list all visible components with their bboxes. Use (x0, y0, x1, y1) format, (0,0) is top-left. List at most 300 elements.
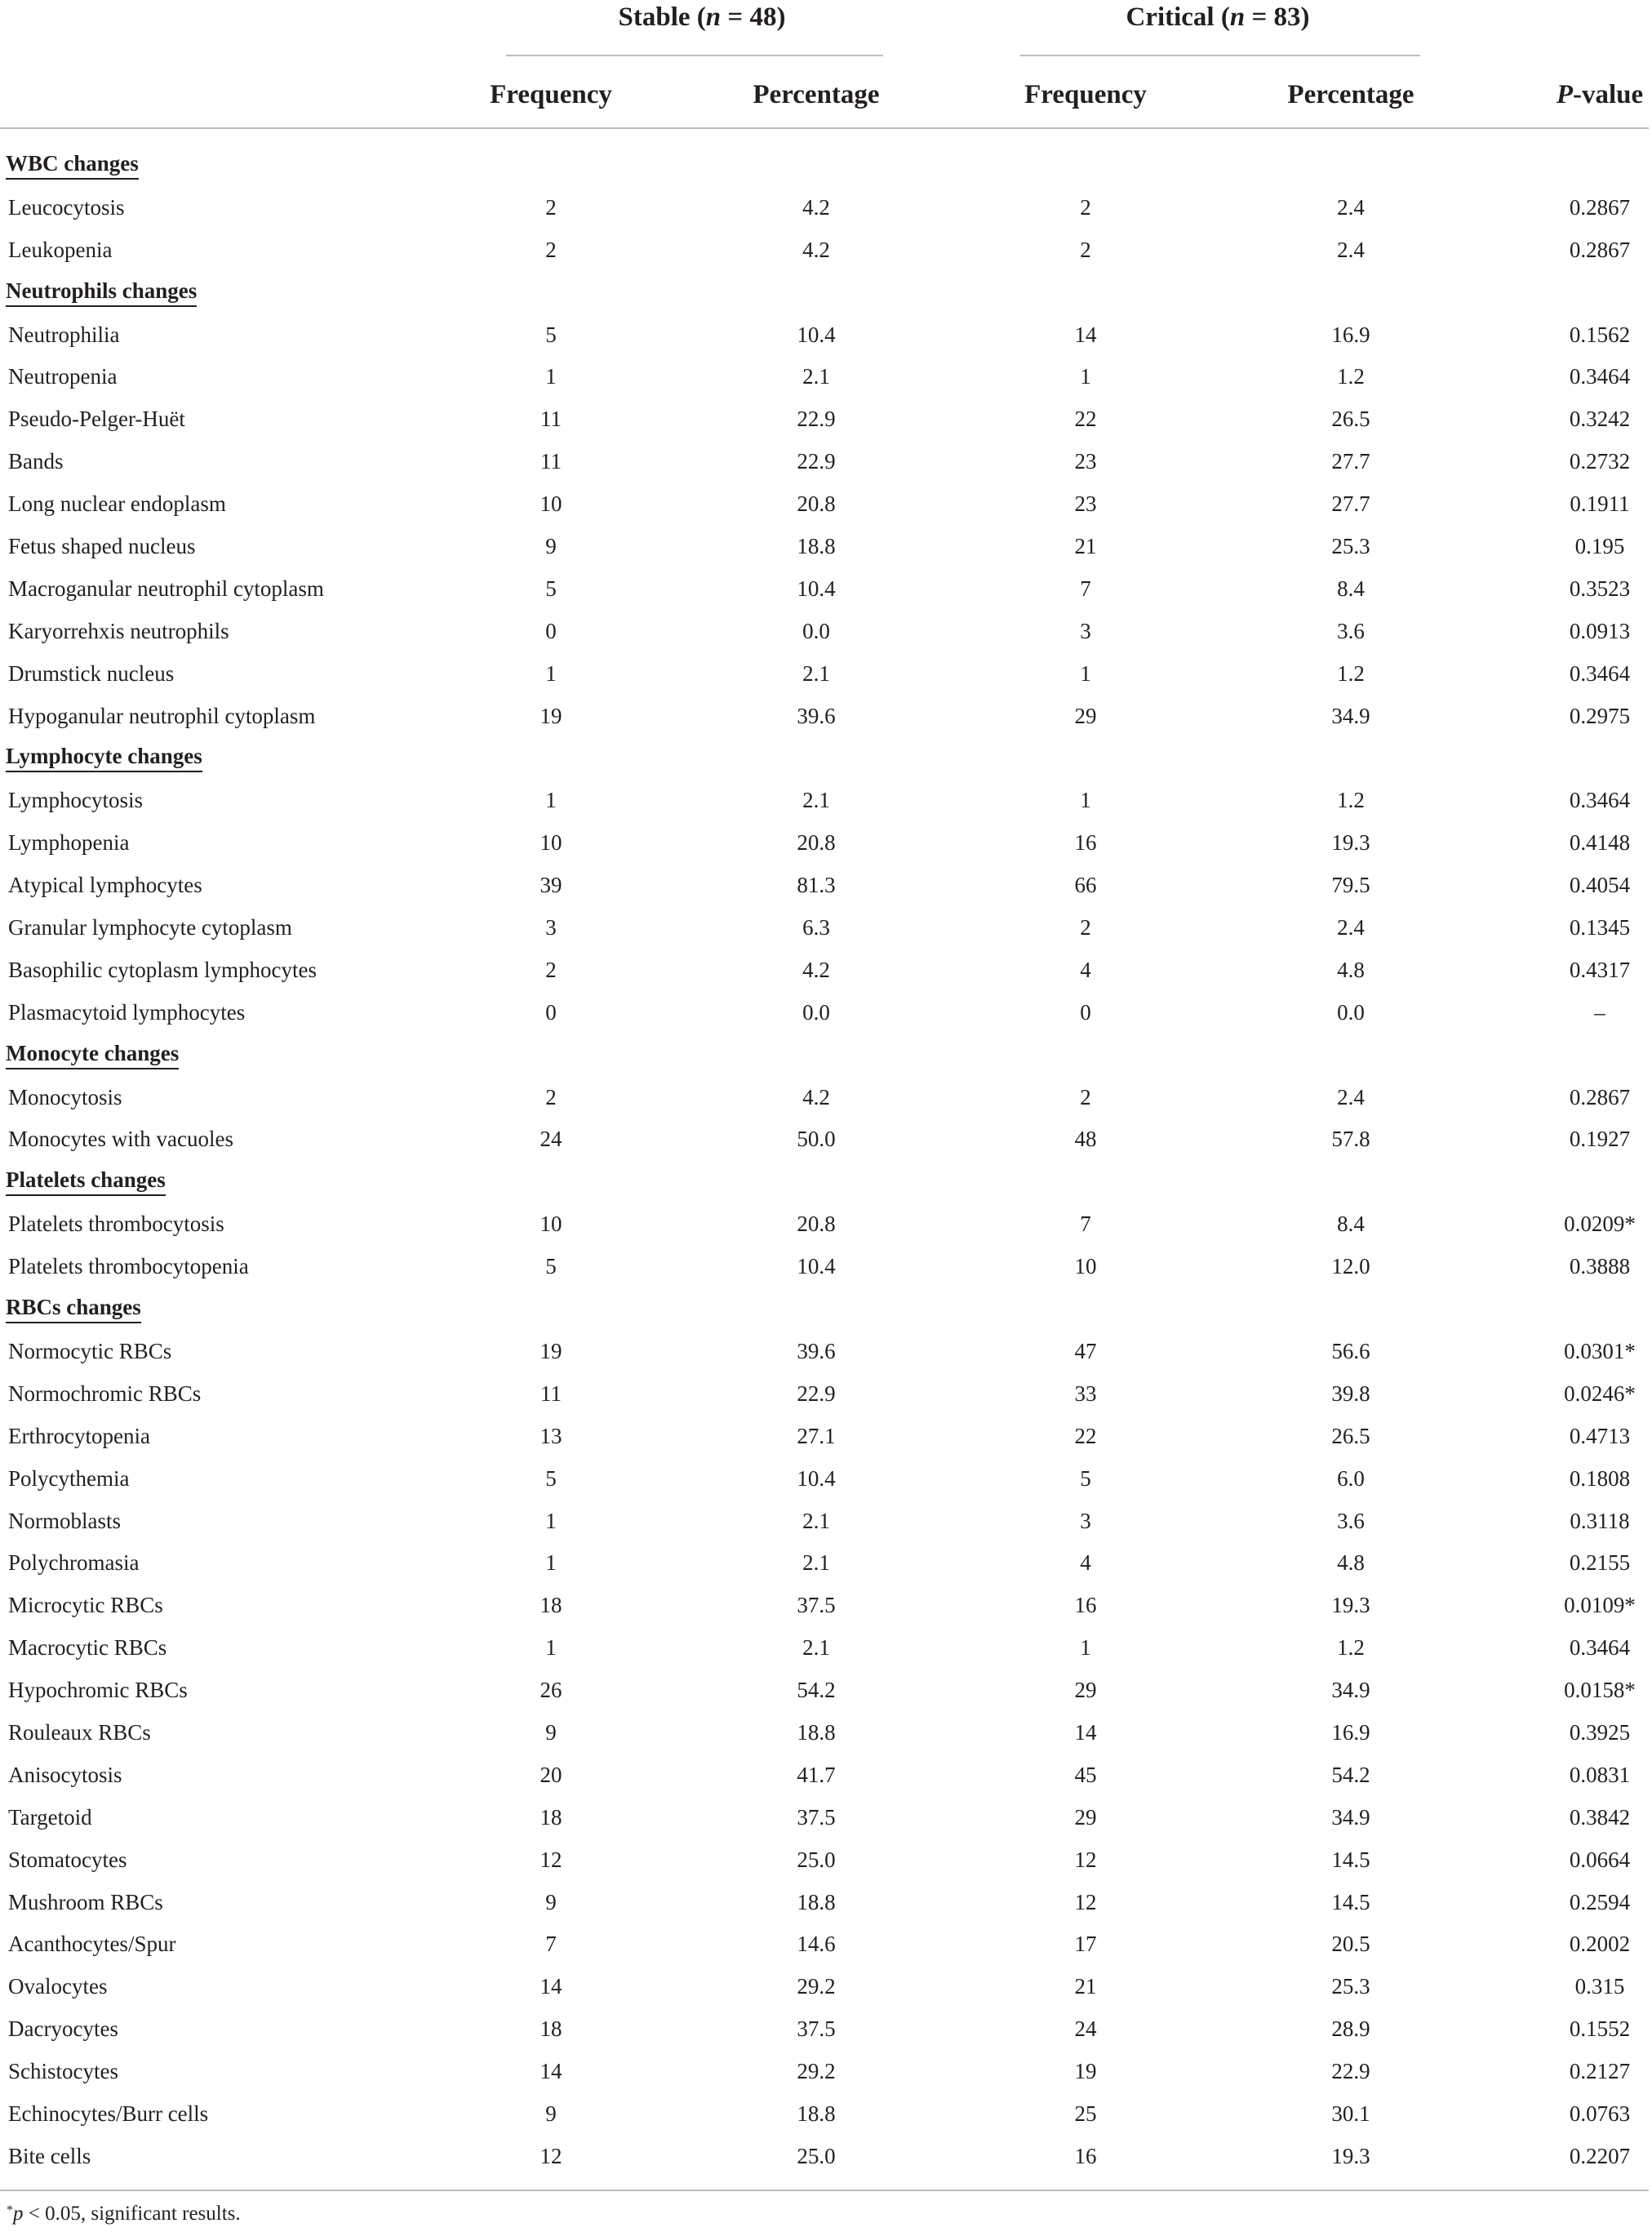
stable-percentage-cell: 20.8 (797, 830, 836, 856)
stable-percentage-cell: 4.2 (802, 1084, 830, 1109)
stable-frequency-cell: 19 (540, 1338, 562, 1363)
stable-frequency-cell: 2 (545, 957, 557, 982)
p-value-cell: – (1594, 999, 1605, 1025)
table-row (0, 1881, 1652, 1923)
p-value-cell: 0.2127 (1569, 2059, 1631, 2084)
critical-percentage-cell: 57.8 (1331, 1127, 1370, 1152)
p-value-cell: 0.2207 (1569, 2143, 1631, 2168)
stable-frequency-cell: 18 (540, 2016, 562, 2042)
critical-frequency-cell: 2 (1080, 237, 1091, 262)
p-value-cell: 0.1927 (1569, 1127, 1631, 1152)
table-row (0, 779, 1652, 821)
row-label: Lymphocytosis (8, 788, 144, 813)
stable-frequency-cell: 1 (545, 788, 557, 813)
p-value-cell: 0.0158* (1564, 1678, 1636, 1703)
critical-percentage-cell: 16.9 (1331, 322, 1370, 347)
stable-frequency-cell: 9 (545, 2101, 557, 2126)
row-label: Leukopenia (8, 237, 113, 262)
stable-percentage-cell: 2.1 (802, 364, 830, 389)
table-row (0, 949, 1652, 991)
stable-frequency-cell: 39 (540, 873, 562, 898)
row-label: Basophilic cytoplasm lymphocytes (8, 957, 317, 982)
critical-percentage-cell: 0.0 (1337, 999, 1365, 1025)
critical-frequency-cell: 4 (1080, 1550, 1091, 1576)
stable-frequency-cell: 9 (545, 534, 557, 559)
table-row (0, 610, 1652, 652)
p-value-cell: 0.1911 (1570, 491, 1630, 517)
critical-percentage-cell: 14.5 (1331, 1889, 1370, 1914)
critical-percentage-cell: 26.5 (1331, 1423, 1370, 1448)
stable-frequency-cell: 20 (540, 1762, 562, 1787)
critical-percentage-cell: 4.8 (1337, 957, 1365, 982)
stable-frequency-cell: 1 (545, 1635, 557, 1661)
critical-percentage-cell: 2.4 (1337, 194, 1365, 220)
critical-percentage-cell: 12.0 (1331, 1254, 1370, 1279)
p-value-cell: 0.1562 (1569, 322, 1631, 347)
stable-frequency-cell: 10 (540, 1212, 562, 1237)
section-row (0, 1160, 1652, 1203)
critical-percentage-cell: 1.2 (1337, 364, 1365, 389)
row-label: Plasmacytoid lymphocytes (8, 999, 246, 1025)
critical-percentage-cell: 2.4 (1337, 915, 1365, 940)
critical-percentage-cell: 27.7 (1331, 491, 1370, 517)
critical-frequency-cell: 2 (1080, 915, 1091, 940)
critical-frequency-cell: 16 (1074, 2143, 1097, 2168)
table-row (0, 1965, 1652, 2007)
stable-percentage-cell: 37.5 (797, 2016, 836, 2042)
critical-frequency-cell: 29 (1074, 1804, 1097, 1830)
critical-group-rule (1020, 55, 1420, 56)
row-label: Ovalocytes (8, 1974, 108, 1999)
critical-percentage-cell: 19.3 (1331, 1593, 1370, 1618)
p-value-cell: 0.0246* (1564, 1381, 1636, 1406)
stable-percentage-cell: 10.4 (797, 1254, 836, 1279)
stable-percentage-cell: 39.6 (797, 703, 836, 728)
stable-frequency-cell: 12 (540, 1847, 562, 1872)
stable-percentage-header: Percentage (753, 80, 880, 109)
stable-percentage-cell: 37.5 (797, 1593, 836, 1618)
p-value-cell: 0.4713 (1569, 1423, 1631, 1448)
stable-percentage-cell: 29.2 (797, 1974, 836, 1999)
p-value-cell: 0.0301* (1564, 1338, 1636, 1363)
p-value-cell: 0.2594 (1569, 1889, 1631, 1914)
critical-percentage-cell: 14.5 (1331, 1847, 1370, 1872)
table-row (0, 1839, 1652, 1881)
critical-frequency-cell: 1 (1080, 364, 1091, 389)
table-row (0, 1415, 1652, 1457)
stable-frequency-cell: 1 (545, 1550, 557, 1576)
critical-frequency-cell: 25 (1074, 2101, 1097, 2126)
stable-frequency-cell: 5 (545, 322, 557, 347)
table-row (0, 440, 1652, 482)
critical-frequency-cell: 10 (1074, 1254, 1097, 1279)
critical-frequency-cell: 1 (1080, 788, 1091, 813)
stable-frequency-cell: 10 (540, 830, 562, 856)
stable-frequency-cell: 1 (545, 1508, 557, 1533)
critical-percentage-cell: 79.5 (1331, 873, 1370, 898)
row-label: Karyorrehxis neutrophils (8, 618, 229, 643)
critical-group-header: Critical (n = 83) (1126, 2, 1310, 32)
stable-percentage-cell: 2.1 (802, 1508, 830, 1533)
row-label: Polychromasia (8, 1550, 140, 1576)
row-label: Microcytic RBCs (8, 1593, 163, 1618)
stable-frequency-cell: 5 (545, 1254, 557, 1279)
table-row (0, 2007, 1652, 2050)
row-label: Echinocytes/Burr cells (8, 2101, 209, 2126)
p-value-cell: 0.4317 (1569, 957, 1631, 982)
row-label: Stomatocytes (8, 1847, 127, 1872)
critical-frequency-cell: 29 (1074, 703, 1097, 728)
section-label: Lymphocyte changes (6, 741, 202, 772)
stable-frequency-cell: 3 (545, 915, 557, 940)
critical-frequency-cell: 21 (1074, 1974, 1097, 1999)
critical-frequency-cell: 66 (1074, 873, 1097, 898)
critical-percentage-cell: 6.0 (1337, 1465, 1365, 1491)
row-label: Normocytic RBCs (8, 1338, 172, 1363)
stable-frequency-cell: 19 (540, 703, 562, 728)
critical-percentage-cell: 26.5 (1331, 407, 1370, 432)
stable-percentage-cell: 10.4 (797, 1465, 836, 1491)
p-value-cell: 0.3925 (1569, 1719, 1631, 1745)
p-value-cell: 0.3523 (1569, 576, 1631, 601)
stable-percentage-cell: 25.0 (797, 2143, 836, 2168)
p-value-cell: 0.0831 (1569, 1762, 1631, 1787)
critical-frequency-cell: 29 (1074, 1678, 1097, 1703)
row-label: Neutrophilia (8, 322, 120, 347)
stable-frequency-cell: 14 (540, 2059, 562, 2084)
p-value-cell: 0.2867 (1569, 194, 1631, 220)
row-label: Normochromic RBCs (8, 1381, 202, 1406)
stable-percentage-cell: 22.9 (797, 449, 836, 474)
table-body (0, 144, 1652, 2177)
p-value-cell: 0.4054 (1569, 873, 1631, 898)
row-label: Macroganular neutrophil cytoplasm (8, 576, 324, 601)
critical-percentage-cell: 8.4 (1337, 576, 1365, 601)
table-row (0, 991, 1652, 1034)
critical-percentage-cell: 2.4 (1337, 237, 1365, 262)
section-label: Platelets changes (6, 1165, 166, 1196)
table-row (0, 398, 1652, 440)
p-value-cell: 0.0664 (1569, 1847, 1631, 1872)
row-label: Platelets thrombocytosis (8, 1212, 224, 1237)
p-value-cell: 0.195 (1574, 534, 1625, 559)
section-label: Neutrophils changes (6, 276, 197, 307)
table-row (0, 229, 1652, 271)
critical-frequency-cell: 24 (1074, 2016, 1097, 2042)
critical-frequency-cell: 19 (1074, 2059, 1097, 2084)
stable-percentage-cell: 10.4 (797, 576, 836, 601)
critical-frequency-cell: 1 (1080, 1635, 1091, 1661)
table-row (0, 821, 1652, 864)
critical-percentage-cell: 34.9 (1331, 703, 1370, 728)
section-row (0, 144, 1652, 186)
critical-frequency-cell: 12 (1074, 1847, 1097, 1872)
p-value-cell: 0.0763 (1569, 2101, 1631, 2126)
critical-frequency-cell: 7 (1080, 576, 1091, 601)
stable-percentage-cell: 0.0 (802, 618, 830, 643)
row-label: Lymphopenia (8, 830, 130, 856)
row-label: Hypoganular neutrophil cytoplasm (8, 703, 316, 728)
critical-frequency-cell: 12 (1074, 1889, 1097, 1914)
stable-percentage-cell: 20.8 (797, 1212, 836, 1237)
row-label: Polycythemia (8, 1465, 130, 1491)
row-label: Long nuclear endoplasm (8, 491, 226, 517)
table-row (0, 1118, 1652, 1160)
section-row (0, 1034, 1652, 1076)
p-value-cell: 0.0913 (1569, 618, 1631, 643)
row-label: Drumstick nucleus (8, 660, 175, 686)
row-label: Erthrocytopenia (8, 1423, 150, 1448)
p-value-cell: 0.3464 (1569, 1635, 1631, 1661)
p-value-cell: 0.2002 (1569, 1932, 1631, 1957)
section-row (0, 271, 1652, 313)
row-label: Granular lymphocyte cytoplasm (8, 915, 292, 940)
stable-percentage-cell: 10.4 (797, 322, 836, 347)
table-row (0, 482, 1652, 525)
stable-frequency-cell: 0 (545, 999, 557, 1025)
critical-frequency-cell: 22 (1074, 1423, 1097, 1448)
critical-frequency-cell: 4 (1080, 957, 1091, 982)
table-row (0, 864, 1652, 906)
critical-frequency-cell: 47 (1074, 1338, 1097, 1363)
stable-frequency-cell: 26 (540, 1678, 562, 1703)
stable-frequency-cell: 11 (540, 1381, 562, 1406)
critical-percentage-cell: 4.8 (1337, 1550, 1365, 1576)
stable-frequency-cell: 14 (540, 1974, 562, 1999)
row-label: Bite cells (8, 2143, 91, 2168)
row-label: Rouleaux RBCs (8, 1719, 151, 1745)
critical-percentage-cell: 54.2 (1331, 1762, 1370, 1787)
stable-percentage-cell: 4.2 (802, 957, 830, 982)
stable-frequency-header: Frequency (490, 80, 612, 109)
critical-frequency-cell: 17 (1074, 1932, 1097, 1957)
stable-frequency-cell: 7 (545, 1932, 557, 1957)
stable-percentage-cell: 2.1 (802, 1550, 830, 1576)
critical-frequency-cell: 7 (1080, 1212, 1091, 1237)
table-row (0, 1500, 1652, 1542)
row-label: Mushroom RBCs (8, 1889, 163, 1914)
section-row (0, 736, 1652, 779)
table-row (0, 567, 1652, 610)
row-label: Acanthocytes/Spur (8, 1932, 176, 1957)
critical-percentage-cell: 28.9 (1331, 2016, 1370, 2042)
p-value-cell: 0.315 (1574, 1974, 1625, 1999)
p-value-cell: 0.3464 (1569, 788, 1631, 813)
table-row (0, 2092, 1652, 2135)
critical-frequency-cell: 3 (1080, 1508, 1091, 1533)
p-value-cell: 0.2975 (1569, 703, 1631, 728)
p-value-cell: 0.1808 (1569, 1465, 1631, 1491)
stable-frequency-cell: 5 (545, 1465, 557, 1491)
critical-frequency-cell: 14 (1074, 322, 1097, 347)
p-value-cell: 0.3842 (1569, 1804, 1631, 1830)
stable-frequency-cell: 12 (540, 2143, 562, 2168)
critical-frequency-cell: 3 (1080, 618, 1091, 643)
stable-percentage-cell: 2.1 (802, 1635, 830, 1661)
stable-percentage-cell: 39.6 (797, 1338, 836, 1363)
critical-frequency-cell: 1 (1080, 660, 1091, 686)
table-row (0, 1541, 1652, 1584)
critical-percentage-cell: 19.3 (1331, 2143, 1370, 2168)
stable-percentage-cell: 14.6 (797, 1932, 836, 1957)
stable-frequency-cell: 10 (540, 491, 562, 517)
critical-percentage-cell: 1.2 (1337, 788, 1365, 813)
row-label: Monocytes with vacuoles (8, 1127, 233, 1152)
critical-percentage-cell: 34.9 (1331, 1804, 1370, 1830)
stable-percentage-cell: 22.9 (797, 407, 836, 432)
stable-frequency-cell: 2 (545, 194, 557, 220)
stable-frequency-cell: 2 (545, 237, 557, 262)
critical-frequency-cell: 21 (1074, 534, 1097, 559)
row-label: Targetoid (8, 1804, 92, 1830)
p-value-cell: 0.2732 (1569, 449, 1631, 474)
table-row (0, 1330, 1652, 1372)
critical-percentage-cell: 25.3 (1331, 1974, 1370, 1999)
stable-percentage-cell: 18.8 (797, 1719, 836, 1745)
stable-percentage-cell: 18.8 (797, 1889, 836, 1914)
row-label: Atypical lymphocytes (8, 873, 202, 898)
stable-percentage-cell: 6.3 (802, 915, 830, 940)
row-label: Pseudo-Pelger-Huët (8, 407, 185, 432)
stable-percentage-cell: 27.1 (797, 1423, 836, 1448)
row-label: Hypochromic RBCs (8, 1678, 188, 1703)
table-row (0, 906, 1652, 949)
stable-percentage-cell: 54.2 (797, 1678, 836, 1703)
row-label: Neutropenia (8, 364, 118, 389)
table-row (0, 1796, 1652, 1839)
critical-frequency-cell: 23 (1074, 449, 1097, 474)
critical-frequency-cell: 5 (1080, 1465, 1091, 1491)
row-label: Platelets thrombocytopenia (8, 1254, 249, 1279)
critical-frequency-cell: 2 (1080, 1084, 1091, 1109)
stable-frequency-cell: 13 (540, 1423, 562, 1448)
table-row (0, 695, 1652, 737)
table-row (0, 525, 1652, 567)
row-label: Leucocytosis (8, 194, 125, 220)
critical-frequency-cell: 16 (1074, 830, 1097, 856)
critical-frequency-cell: 0 (1080, 999, 1091, 1025)
stable-frequency-cell: 1 (545, 364, 557, 389)
stable-percentage-cell: 4.2 (802, 237, 830, 262)
critical-percentage-cell: 34.9 (1331, 1678, 1370, 1703)
p-value-cell: 0.0109* (1564, 1593, 1636, 1618)
row-label: Schistocytes (8, 2059, 118, 2084)
p-value-cell: 0.3464 (1569, 364, 1631, 389)
stable-frequency-cell: 18 (540, 1804, 562, 1830)
table-row (0, 1245, 1652, 1287)
section-label: RBCs changes (6, 1292, 141, 1323)
header-bottom-rule (0, 127, 1649, 129)
p-value-cell: 0.1345 (1569, 915, 1631, 940)
critical-frequency-cell: 48 (1074, 1127, 1097, 1152)
p-value-cell: 0.4148 (1569, 830, 1631, 856)
table-row (0, 1457, 1652, 1500)
p-value-cell: 0.2867 (1569, 1084, 1631, 1109)
stable-group-header: Stable (n = 48) (618, 2, 786, 32)
p-value-cell: 0.3464 (1569, 660, 1631, 686)
critical-percentage-cell: 19.3 (1331, 830, 1370, 856)
table-row (0, 2135, 1652, 2177)
stable-frequency-cell: 2 (545, 1084, 557, 1109)
stable-percentage-cell: 81.3 (797, 873, 836, 898)
table-row (0, 652, 1652, 695)
stable-frequency-cell: 9 (545, 1889, 557, 1914)
table-row (0, 186, 1652, 229)
critical-percentage-cell: 20.5 (1331, 1932, 1370, 1957)
stable-percentage-cell: 37.5 (797, 1804, 836, 1830)
table-row (0, 1203, 1652, 1245)
critical-frequency-cell: 33 (1074, 1381, 1097, 1406)
stable-percentage-cell: 18.8 (797, 2101, 836, 2126)
section-label: WBC changes (6, 149, 139, 180)
critical-percentage-cell: 22.9 (1331, 2059, 1370, 2084)
p-value-cell: 0.3118 (1570, 1508, 1630, 1533)
table-row (0, 1372, 1652, 1415)
critical-percentage-cell: 1.2 (1337, 660, 1365, 686)
stable-frequency-cell: 1 (545, 660, 557, 686)
table-row (0, 1754, 1652, 1796)
stable-percentage-cell: 4.2 (802, 194, 830, 220)
critical-percentage-cell: 30.1 (1331, 2101, 1370, 2126)
table-row (0, 355, 1652, 398)
table-row (0, 1626, 1652, 1669)
stable-percentage-cell: 18.8 (797, 534, 836, 559)
section-label: Monocyte changes (6, 1038, 179, 1069)
critical-frequency-cell: 45 (1074, 1762, 1097, 1787)
critical-percentage-cell: 27.7 (1331, 449, 1370, 474)
critical-percentage-cell: 25.3 (1331, 534, 1370, 559)
critical-percentage-cell: 16.9 (1331, 1719, 1370, 1745)
row-label: Macrocytic RBCs (8, 1635, 167, 1661)
table-row (0, 1923, 1652, 1965)
stable-percentage-cell: 20.8 (797, 491, 836, 517)
table-row (0, 2050, 1652, 2092)
stable-percentage-cell: 29.2 (797, 2059, 836, 2084)
stable-percentage-cell: 25.0 (797, 1847, 836, 1872)
critical-frequency-cell: 23 (1074, 491, 1097, 517)
p-value-cell: 0.3888 (1569, 1254, 1631, 1279)
critical-percentage-cell: 1.2 (1337, 1635, 1365, 1661)
stable-frequency-cell: 24 (540, 1127, 562, 1152)
critical-percentage-cell: 3.6 (1337, 618, 1365, 643)
table-bottom-rule (0, 2190, 1649, 2191)
critical-percentage-cell: 56.6 (1331, 1338, 1370, 1363)
footnote: *p < 0.05, significant results. (7, 2203, 241, 2225)
p-value-cell: 0.3242 (1569, 407, 1631, 432)
table-row (0, 1584, 1652, 1626)
critical-frequency-cell: 16 (1074, 1593, 1097, 1618)
p-value-cell: 0.2867 (1569, 237, 1631, 262)
stable-frequency-cell: 5 (545, 576, 557, 601)
stable-percentage-cell: 22.9 (797, 1381, 836, 1406)
stable-percentage-cell: 2.1 (802, 660, 830, 686)
critical-percentage-header: Percentage (1287, 80, 1414, 109)
p-value-cell: 0.0209* (1564, 1212, 1636, 1237)
row-label: Fetus shaped nucleus (8, 534, 196, 559)
section-row (0, 1287, 1652, 1330)
stable-percentage-cell: 50.0 (797, 1127, 836, 1152)
row-label: Monocytosis (8, 1084, 122, 1109)
critical-frequency-header: Frequency (1024, 80, 1147, 109)
critical-percentage-cell: 2.4 (1337, 1084, 1365, 1109)
stable-frequency-cell: 11 (540, 407, 562, 432)
critical-percentage-cell: 3.6 (1337, 1508, 1365, 1533)
stable-group-rule (506, 55, 883, 56)
stable-frequency-cell: 11 (540, 449, 562, 474)
table-row (0, 1669, 1652, 1711)
table-row (0, 1076, 1652, 1118)
stable-percentage-cell: 2.1 (802, 788, 830, 813)
